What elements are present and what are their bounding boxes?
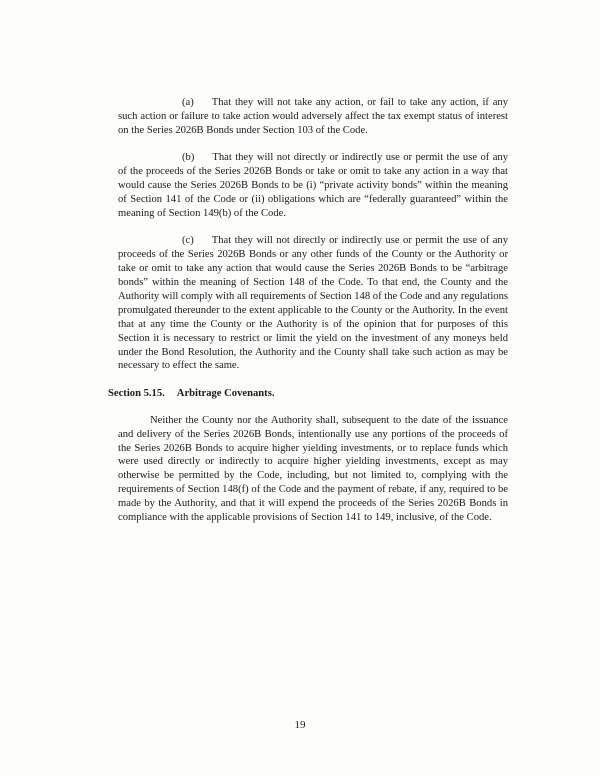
document-body — [108, 96, 508, 538]
paragraph-text: That they will not take any action, or fail to take any action, if any such action or failure to take action would adversely affect the tax exempt status of interest on the Series 2026B Bonds under Section 103 of the Code. — [118, 97, 508, 136]
section-number: Section 5.15. — [108, 387, 165, 399]
paragraph-text: That they will not directly or indirectly use or permit the use of any of the proceeds of the Series 2026B Bonds or take or omit to take any action in a way that would cause the Series 2026B Bonds to be (i) “private activity bonds” within the meaning of Section 141 of the Code or (ii) obligations which are “federally guaranteed” within the meaning of Section 149(b) of the Code. — [118, 152, 508, 219]
paragraph-b — [118, 151, 508, 221]
paragraph-c — [118, 234, 508, 373]
paragraph-a — [118, 96, 508, 138]
paragraph-marker: (c) — [182, 235, 194, 247]
section-heading — [108, 387, 508, 401]
page-number: 19 — [294, 719, 306, 731]
section-title: Arbitrage Covenants. — [176, 387, 275, 399]
paragraph-marker: (b) — [182, 152, 195, 164]
paragraph-text: That they will not directly or indirectly use or permit the use of any proceeds of the Series 2026B Bonds or any other funds of the County or the Authority or take or omit to take any action that would cause the Series 2026B Bonds to be “arbitrage bonds” within the meaning of Section 148 of the Code. To that end, the County and the Authority will comply with all requirements of Section 148 of the Code and any regulations promulgated thereunder to the extent applicable to the County or the Authority. In the event that at any time the County or the Authority is of the opinion that for purposes of this Section it is necessary to restrict or limit the yield on the investment of any moneys held under the Bond Resolution, the Authority and the County shall take such action as may be necessary to effect the same. — [118, 235, 508, 372]
section-paragraph: Neither the County nor the Authority shall, subsequent to the date of the issuance and delivery of the Series 2026B Bonds, intentionally use any portions of the proceeds of the Series 2026B Bonds to acquire higher yielding investments, or to replace funds which were used directly or indirectly to acquire higher yielding investments, except as may otherwise be permitted by the Code, including, but not limited to, complying with the requirements of Section 148(f) of the Code and the payment of rebate, if any, required to be made by the Authority, and that it will expend the proceeds of the Series 2026B Bonds in compliance with the applicable provisions of Section 141 to 149, inclusive, of the Code. — [118, 414, 508, 524]
paragraph-marker: (a) — [182, 97, 194, 108]
